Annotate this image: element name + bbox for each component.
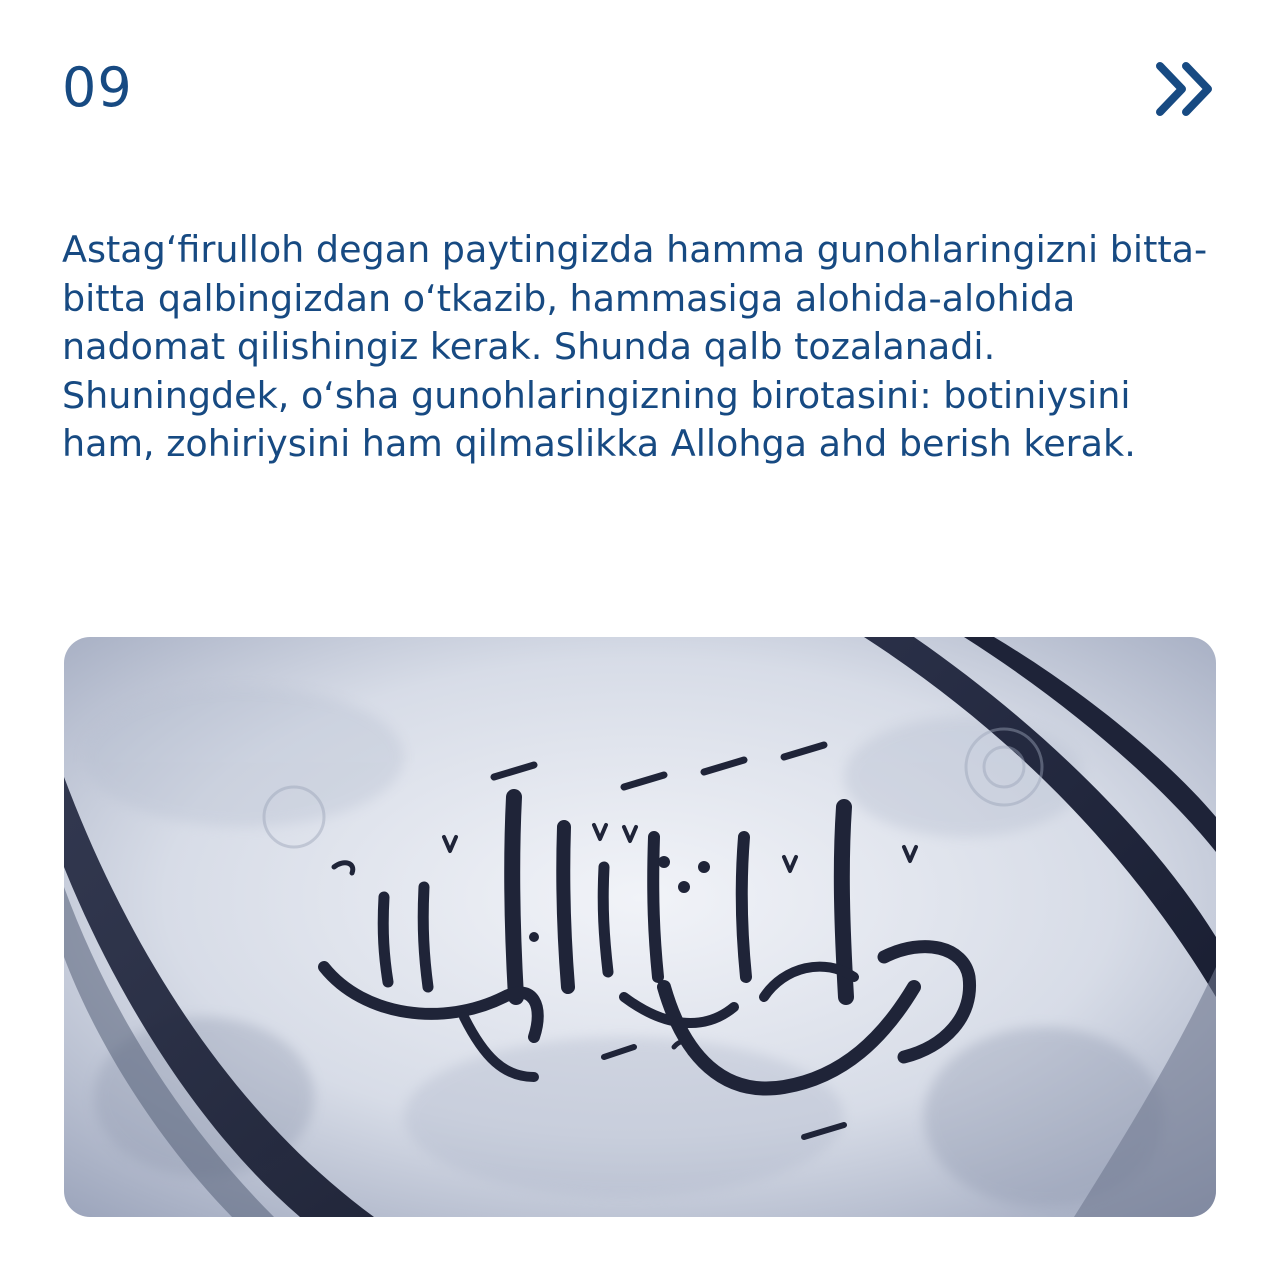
calligraphy-image (64, 637, 1216, 1217)
next-page-button[interactable] (1152, 58, 1222, 120)
body-paragraph: Astag‘firulloh degan paytingizda hamma gunohlaringizni bitta-bitta qalbingizdan o‘tkazib, hammasiga alohida-alohida nadomat qilishingiz kerak. Shunda qalb tozalanadi. Shuningdek, o‘sha gunohlaringizning birotasini: botiniysini ham, zohiriysini ham qilmaslikka Allohga ahd berish kerak. (62, 228, 1208, 465)
double-chevron-right-icon (1152, 58, 1222, 120)
page-number: 09 (62, 56, 133, 119)
